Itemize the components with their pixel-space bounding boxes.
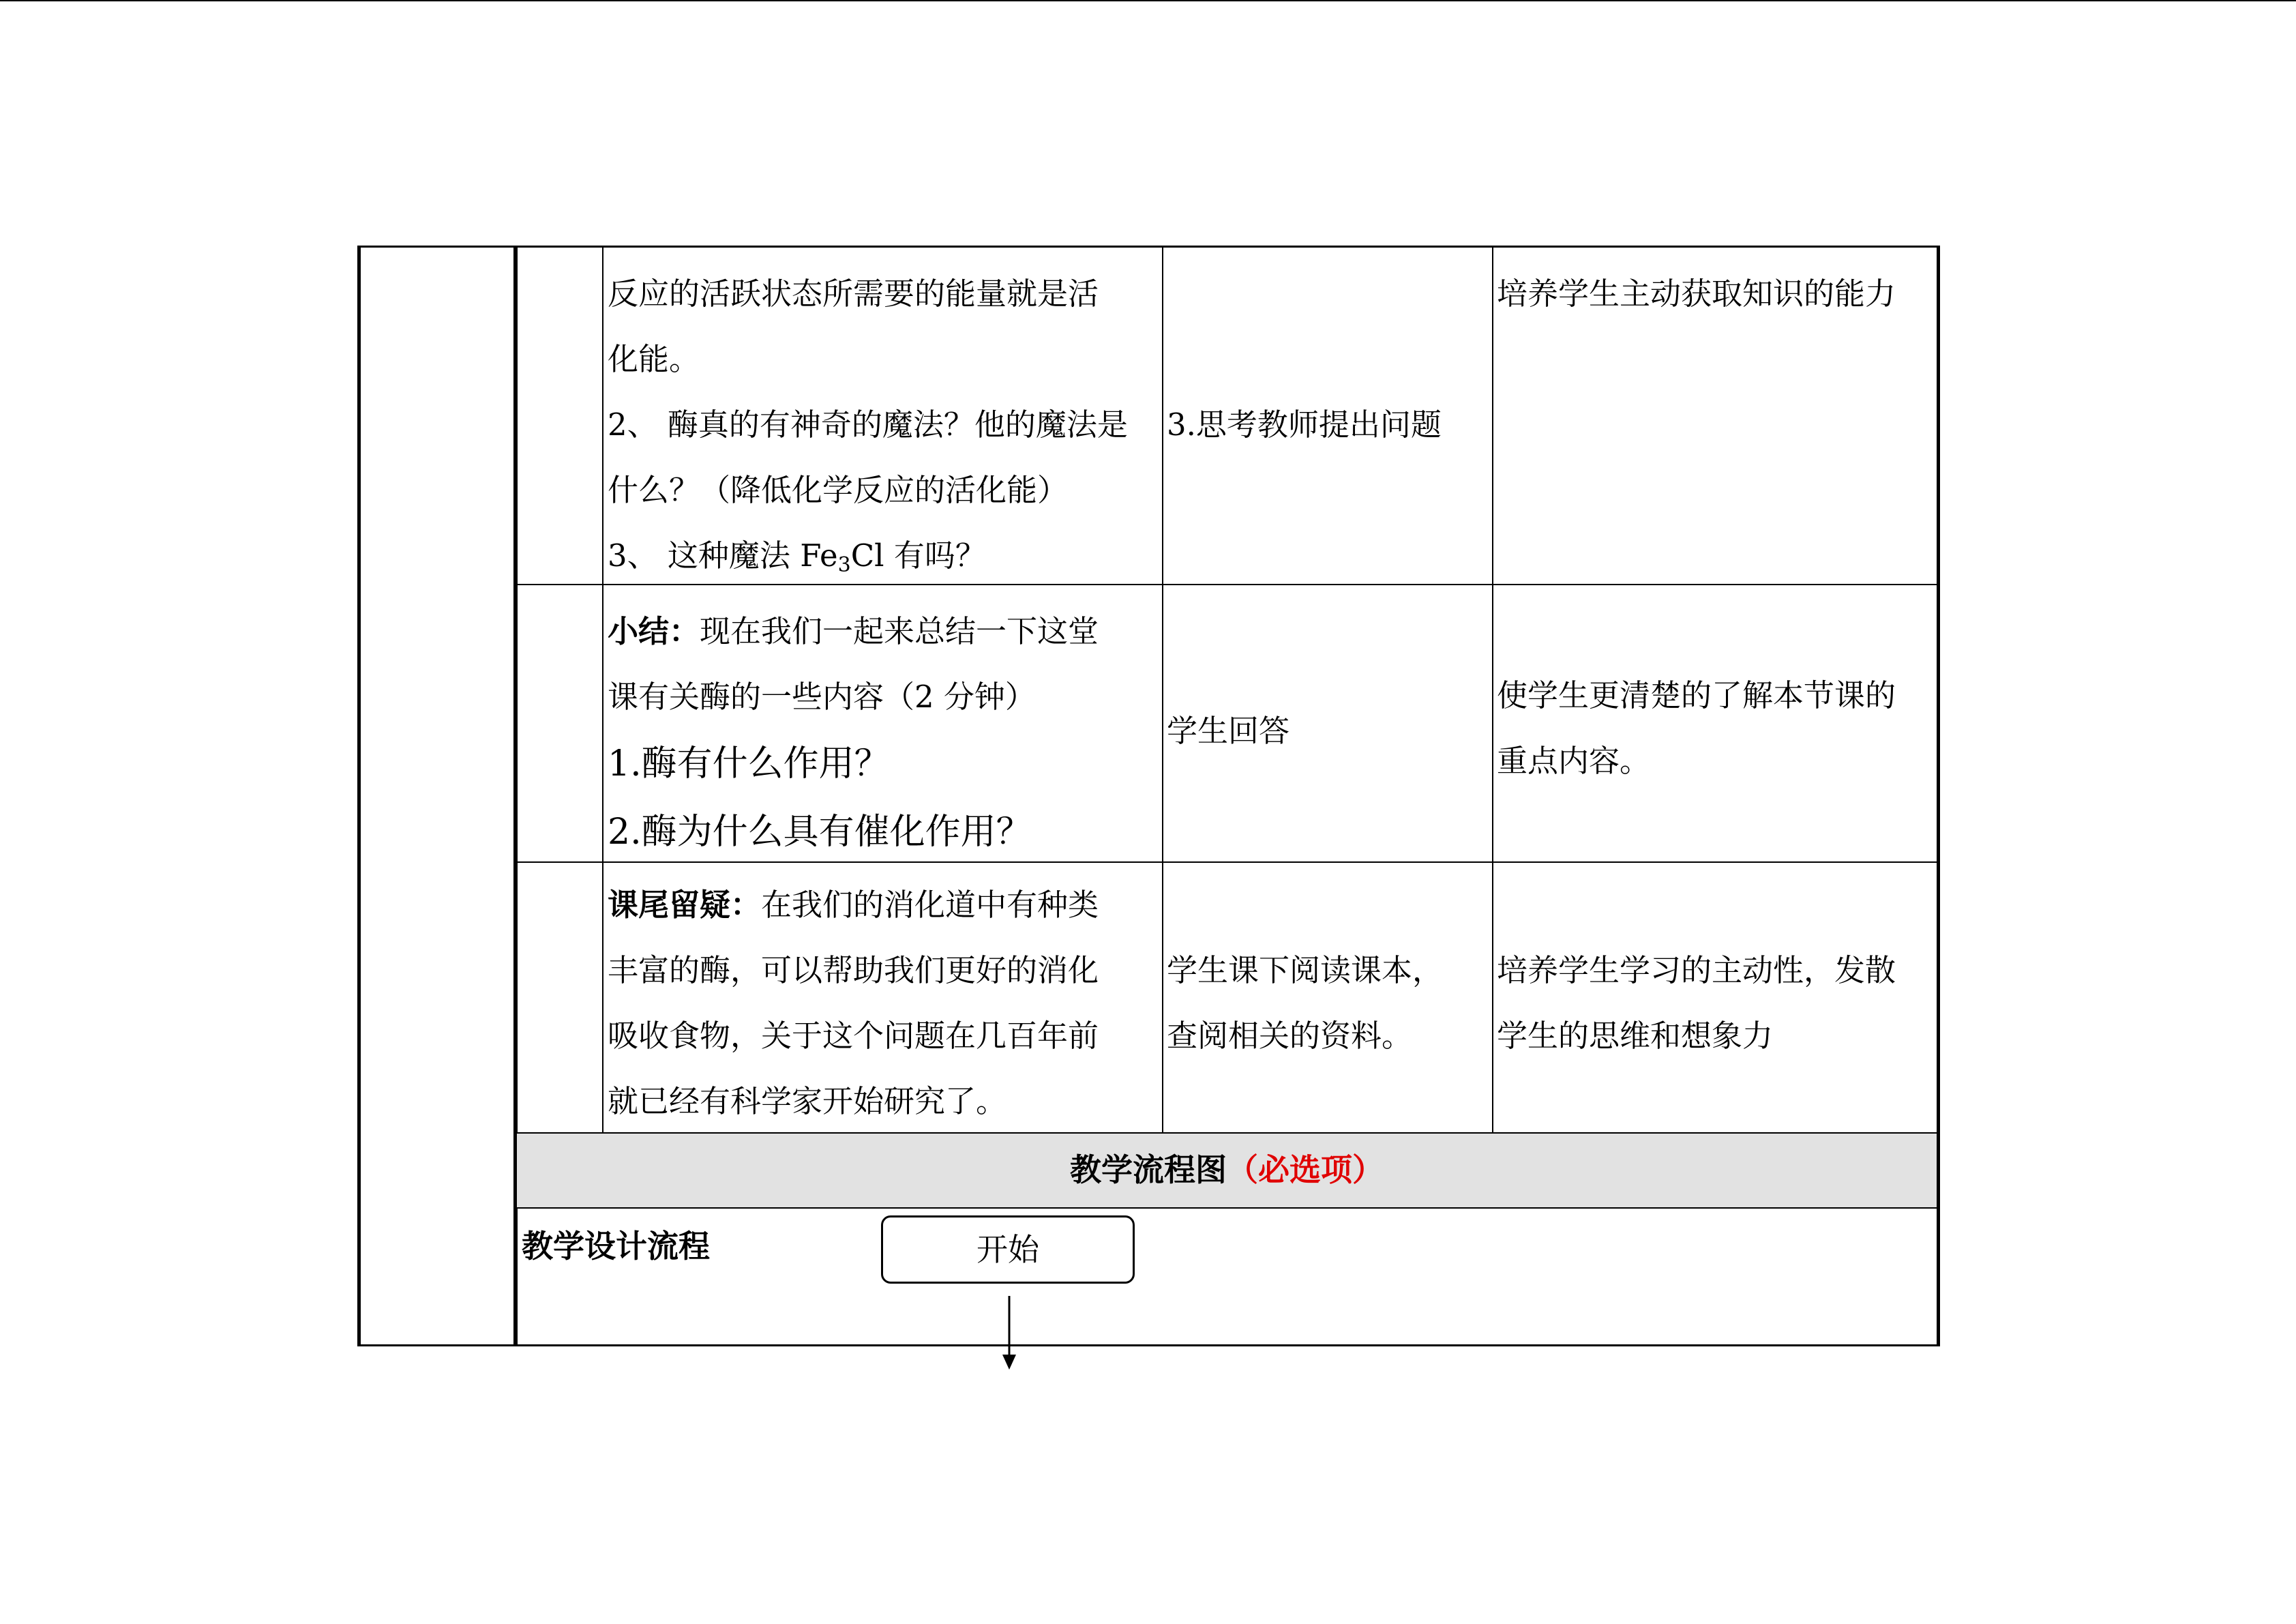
row2-intent-line-1: 使学生更清楚的了解本节课的 xyxy=(1497,677,1896,713)
row2-activity-line-1-text: 现在我们一起来总结一下这堂 xyxy=(700,613,1099,649)
row1-activity-line-3: 2、 酶真的有神奇的魔法？他的魔法是 xyxy=(608,407,1128,443)
row3-activity-cell xyxy=(608,872,1160,1134)
row3-intent-line-2: 学生的思维和想象力 xyxy=(1497,1018,1774,1054)
lesson-plan-table xyxy=(357,246,1939,1346)
row1-activity-line-5-prefix: 3、 这种魔法 Fe xyxy=(608,537,838,574)
table-right-border xyxy=(1937,246,1940,1346)
row-divider-4 xyxy=(516,1207,1939,1209)
row1-activity-line-2: 化能。 xyxy=(608,341,700,377)
row1-activity-cell xyxy=(608,261,1160,598)
row3-activity-line-1 xyxy=(608,872,1160,938)
row1-activity-line-4: 什么？（降低化学反应的活化能） xyxy=(608,472,1069,508)
flowchart-start-node: 开始 xyxy=(881,1215,1135,1284)
row1-activity-line-5-subscript: 3 xyxy=(837,553,851,577)
row2-student-cell xyxy=(1167,698,1487,764)
row3-student-line-2: 查阅相关的资料。 xyxy=(1167,1018,1413,1054)
page-top-rule xyxy=(0,0,2296,1)
row2-activity-line-2: 课有关酶的一些内容（2 分钟） xyxy=(608,679,1036,715)
flow-section-title xyxy=(517,1132,1937,1207)
row2-question-1: 1.酶有什么作用？ xyxy=(608,743,890,784)
row2-intent-line-2: 重点内容。 xyxy=(1497,743,1651,779)
row3-activity-line-3: 吸收食物，关于这个问题在几百年前 xyxy=(608,1018,1099,1054)
row1-student-text: 3.思考教师提出问题 xyxy=(1167,407,1442,443)
row3-activity-line-2: 丰富的酶，可以帮助我们更好的消化 xyxy=(608,952,1099,988)
flow-design-label: 教学设计流程 xyxy=(522,1228,710,1265)
flow-section-title-note: （必选项） xyxy=(1227,1151,1384,1188)
row3-student-cell xyxy=(1167,938,1487,1069)
table-left-border xyxy=(357,246,361,1346)
row2-intent-cell xyxy=(1497,663,1933,794)
row1-student-cell xyxy=(1167,392,1487,458)
row2-activity-line-1 xyxy=(608,599,1160,664)
flowchart-down-arrow xyxy=(999,1296,1019,1371)
row1-activity-line-5-suffix: Cl 有吗？ xyxy=(850,537,986,574)
row3-activity-line-4: 就已经有科学家开始研究了。 xyxy=(608,1083,1007,1119)
table-top-border xyxy=(357,246,1940,248)
row2-activity-cell xyxy=(608,599,1160,866)
column-divider-3 xyxy=(1492,246,1493,1132)
row3-activity-heading: 课尾留疑： xyxy=(608,887,762,923)
row2-question-2: 2.酶为什么具有催化作用？ xyxy=(608,812,1032,853)
flow-section-title-text: 教学流程图 xyxy=(1070,1151,1227,1188)
row3-intent-line-1: 培养学生学习的主动性，发散 xyxy=(1497,952,1896,988)
row1-activity-line-1: 反应的活跃状态所需要的能量就是活 xyxy=(608,276,1099,312)
row2-student-text: 学生回答 xyxy=(1167,713,1290,749)
row3-activity-line-1-text: 在我们的消化道中有种类 xyxy=(761,887,1099,923)
row2-activity-heading: 小结： xyxy=(608,613,700,649)
row1-intent-cell xyxy=(1497,261,1933,327)
row1-intent-text: 培养学生主动获取知识的能力 xyxy=(1497,276,1896,312)
row3-intent-cell xyxy=(1497,938,1933,1069)
table-bottom-border xyxy=(357,1344,1940,1346)
column-divider-1 xyxy=(602,246,603,1132)
row3-student-line-1: 学生课下阅读课本， xyxy=(1167,952,1444,988)
column-divider-2 xyxy=(1162,246,1163,1132)
row1-activity-line-5 xyxy=(608,523,1160,598)
